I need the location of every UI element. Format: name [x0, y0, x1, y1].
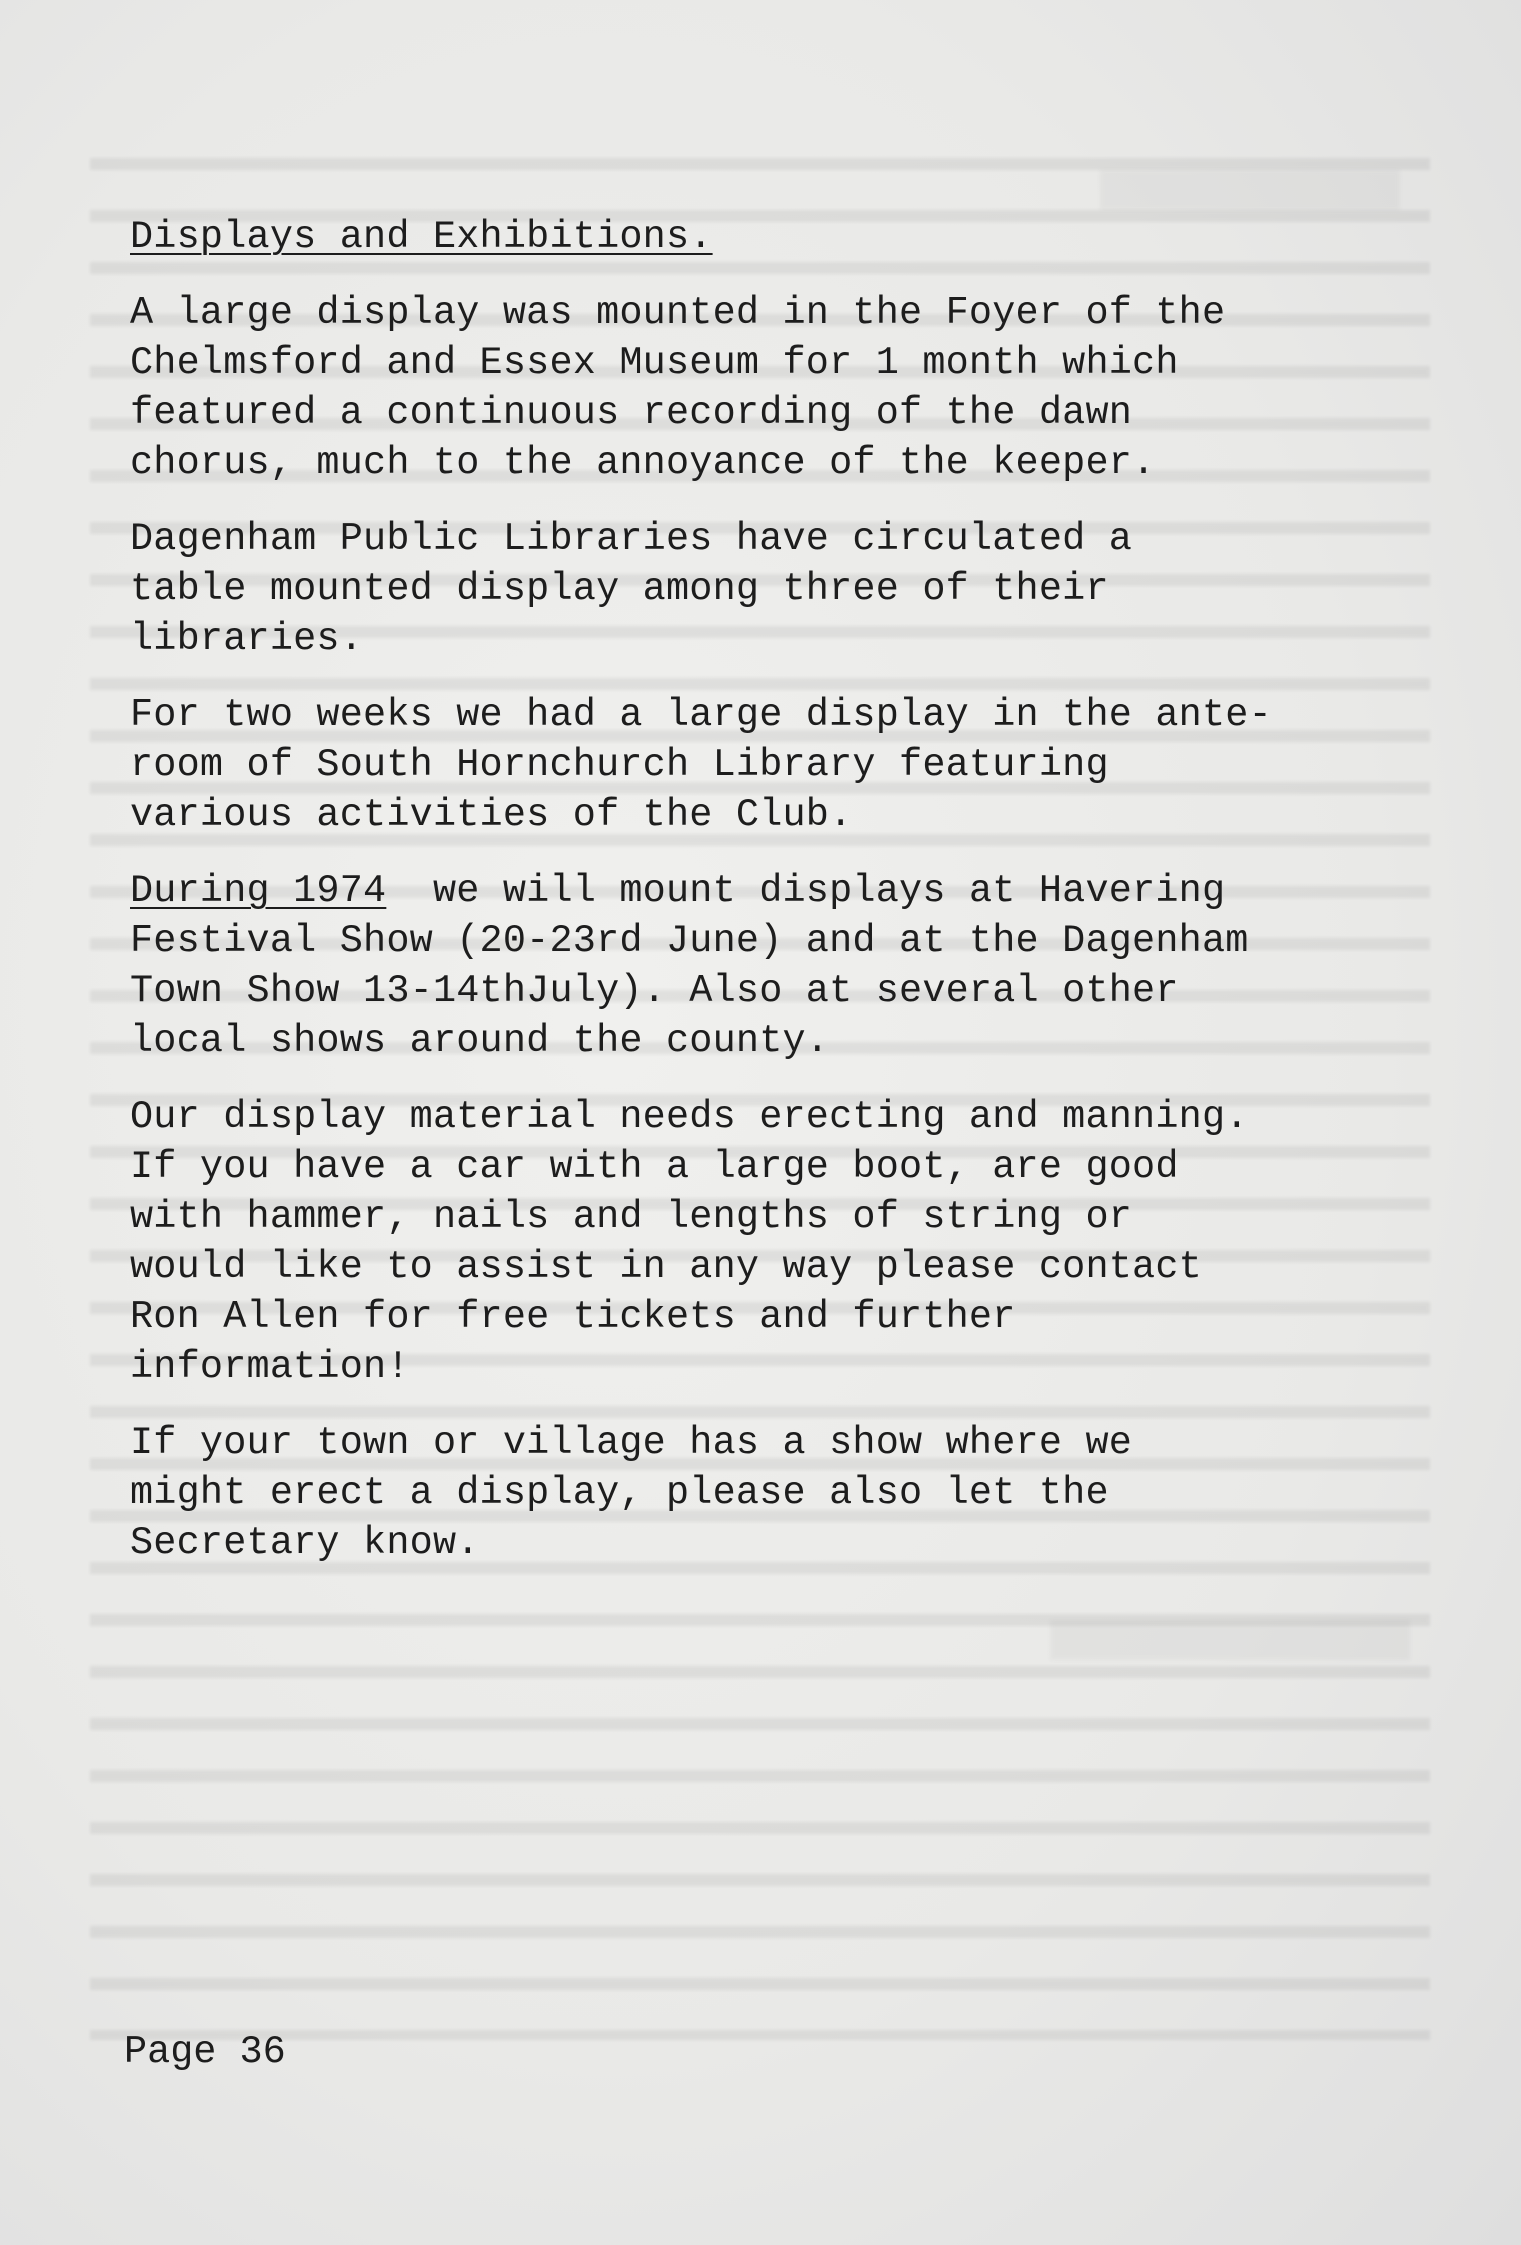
document-body — [130, 212, 1390, 1594]
text-line: Secretary know. — [130, 1521, 480, 1565]
text-line: If you have a car with a large boot, are good — [130, 1145, 1179, 1189]
text-line: table mounted display among three of their — [130, 567, 1109, 611]
text-line: Our display material needs erecting and manning. — [130, 1095, 1249, 1139]
show-through-block — [1050, 1620, 1410, 1660]
text-line: Town Show 13-14thJuly). Also at several other — [130, 969, 1179, 1013]
text-line: libraries. — [130, 617, 364, 661]
text-line: information! — [130, 1345, 410, 1389]
text-line: with hammer, nails and lengths of string or — [130, 1195, 1133, 1239]
underlined-date: During 1974 — [130, 869, 387, 913]
paragraph-volunteers — [130, 1092, 1390, 1392]
text-line: chorus, much to the annoyance of the keeper. — [130, 441, 1156, 485]
lead-text: we will mount displays at Havering — [386, 869, 1226, 913]
section-heading-text: Displays and Exhibitions. — [130, 215, 713, 259]
paragraph-dagenham-libraries — [130, 514, 1390, 664]
paragraph-1974-displays — [130, 866, 1390, 1066]
text-line: would like to assist in any way please contact — [130, 1245, 1202, 1289]
paragraph-museum-display — [130, 288, 1390, 488]
text-line: Chelmsford and Essex Museum for 1 month which — [130, 341, 1179, 385]
text-line: featured a continuous recording of the dawn — [130, 391, 1133, 435]
show-through-block — [1100, 170, 1400, 210]
text-line: might erect a display, please also let the — [130, 1471, 1109, 1515]
text-line: Dagenham Public Libraries have circulated a — [130, 517, 1133, 561]
paragraph-town-shows — [130, 1418, 1390, 1568]
text-line: For two weeks we had a large display in the ante- — [130, 693, 1272, 737]
paragraph-south-hornchurch — [130, 690, 1390, 840]
text-line: Festival Show (20-23rd June) and at the Dagenham — [130, 919, 1249, 963]
page-number: Page 36 — [124, 2030, 286, 2074]
text-line: If your town or village has a show where we — [130, 1421, 1133, 1465]
text-line: local shows around the county. — [130, 1019, 830, 1063]
section-heading — [130, 212, 1390, 262]
text-line: room of South Hornchurch Library featuring — [130, 743, 1109, 787]
text-line: various activities of the Club. — [130, 793, 853, 837]
text-line: Ron Allen for free tickets and further — [130, 1295, 1016, 1339]
text-line — [130, 866, 1390, 916]
text-line: A large display was mounted in the Foyer of the — [130, 291, 1226, 335]
